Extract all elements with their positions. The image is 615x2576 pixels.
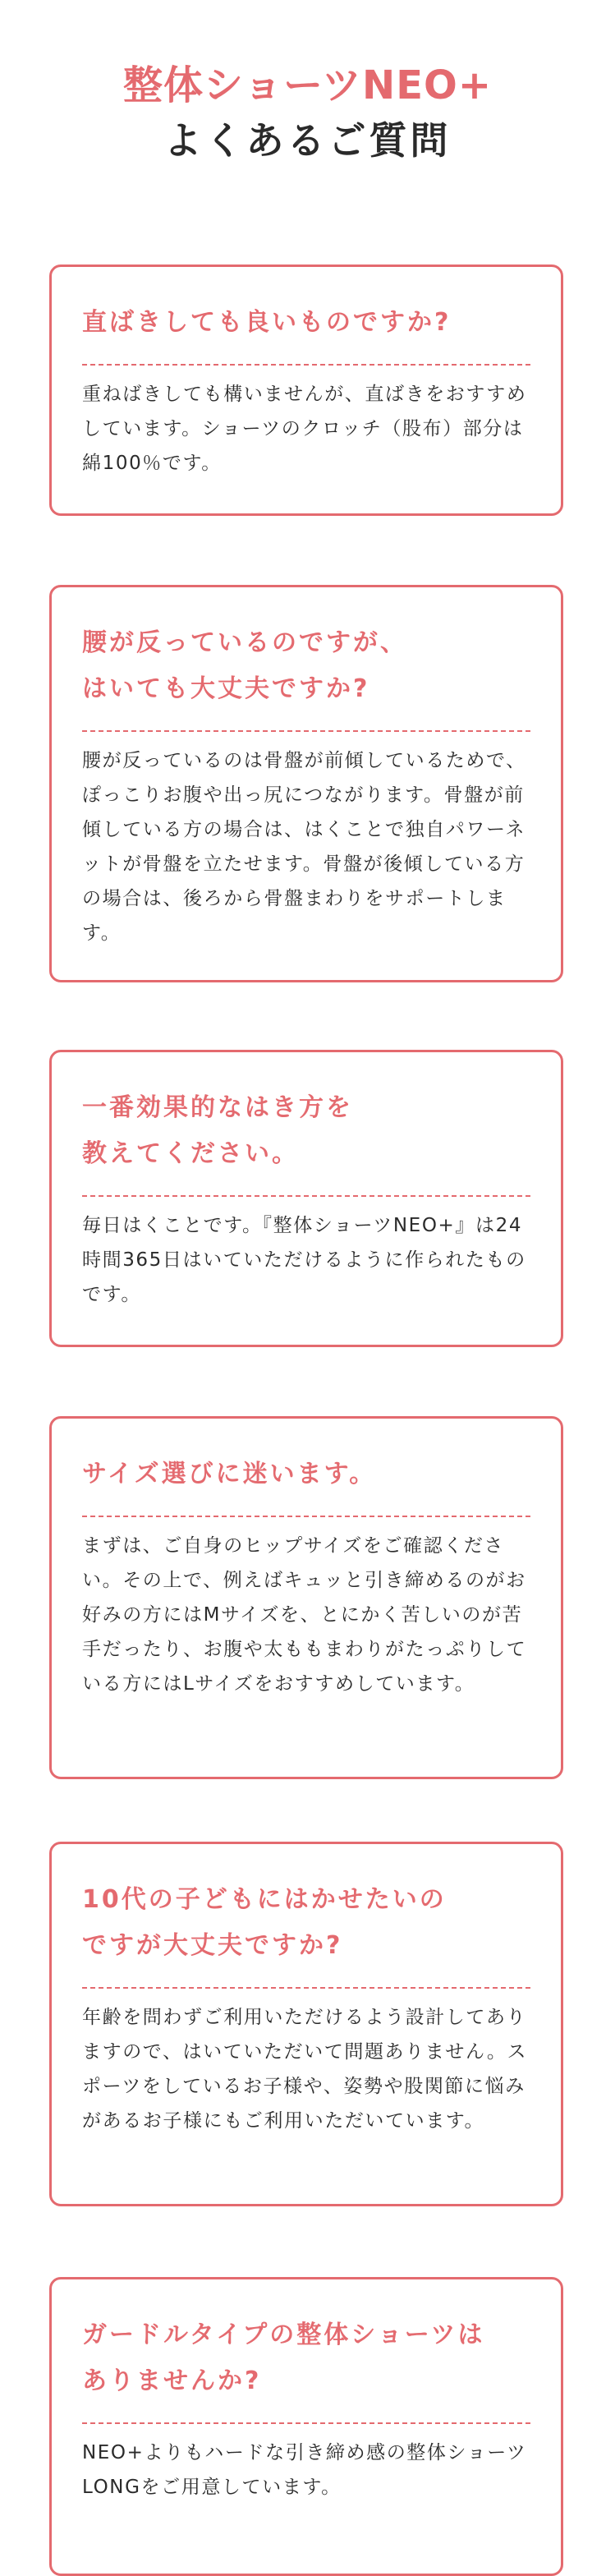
faq-item — [49, 1050, 563, 1347]
faq-answer: 毎日はくことです。『整体ショーツNEO+』は24時間365日はいていただけるように作られたものです。 — [82, 1215, 526, 1305]
faq-question: 10代の子どもにはかせたいの ですが大丈夫ですか? — [82, 1885, 447, 1960]
faq-question: サイズ選びに迷います。 — [82, 1460, 377, 1488]
faq-answer: 年齢を問わずご利用いただけるよう設計してありますので、はいていただいて問題ありません。スポーツをしているお子様や、姿勢や股関節に悩みがあるお子様にもご利用いただいています。 — [82, 2007, 528, 2132]
faq-item — [49, 1842, 563, 2206]
faq-question: 腰が反っているのですが、 はいても大丈夫ですか? — [82, 628, 407, 703]
faq-divider — [82, 1987, 530, 1989]
faq-divider — [82, 2422, 530, 2424]
faq-item — [49, 585, 563, 982]
faq-question: 一番効果的なはき方を 教えてください。 — [82, 1093, 353, 1168]
faq-answer: 重ねばきしても構いませんが、直ばきをおすすめしています。ショーツのクロッチ（股布）部分は綿100％です。 — [82, 384, 527, 474]
page-header — [0, 0, 615, 166]
faq-answer: まずは、ご自身のヒップサイズをご確認ください。その上で、例えばキュッと引き締めるのがお好みの方にはMサイズを、とにかく苦しいのが苦手だったり、お腹や太ももまわりがたっぷりしている方にはLサイズをおすすめしています。 — [82, 1535, 527, 1695]
faq-divider — [82, 1516, 530, 1517]
faq-item — [49, 264, 563, 516]
faq-answer: NEO+よりもハードな引き締め感の整体ショーツLONGをご用意しています。 — [82, 2442, 527, 2498]
faq-item — [49, 1416, 563, 1779]
faq-divider — [82, 1195, 530, 1197]
faq-divider — [82, 730, 530, 732]
product-title: 整体ショーツNEO+ — [122, 62, 493, 108]
faq-answer: 腰が反っているのは骨盤が前傾しているためで、ぽっこりお腹や出っ尻につながります。骨盤が前傾している方の場合は、はくことで独自パワーネットが骨盤を立たせます。骨盤が後傾している方の場合は、後ろから骨盤まわりをサポートします。 — [82, 750, 526, 944]
faq-heading: よくあるご質問 — [163, 118, 452, 163]
faq-question: ガードルタイプの整体ショーツは ありませんか? — [82, 2321, 485, 2395]
faq-item — [49, 2277, 563, 2576]
faq-question: 直ばきしても良いものですか? — [82, 308, 452, 337]
faq-divider — [82, 364, 530, 366]
